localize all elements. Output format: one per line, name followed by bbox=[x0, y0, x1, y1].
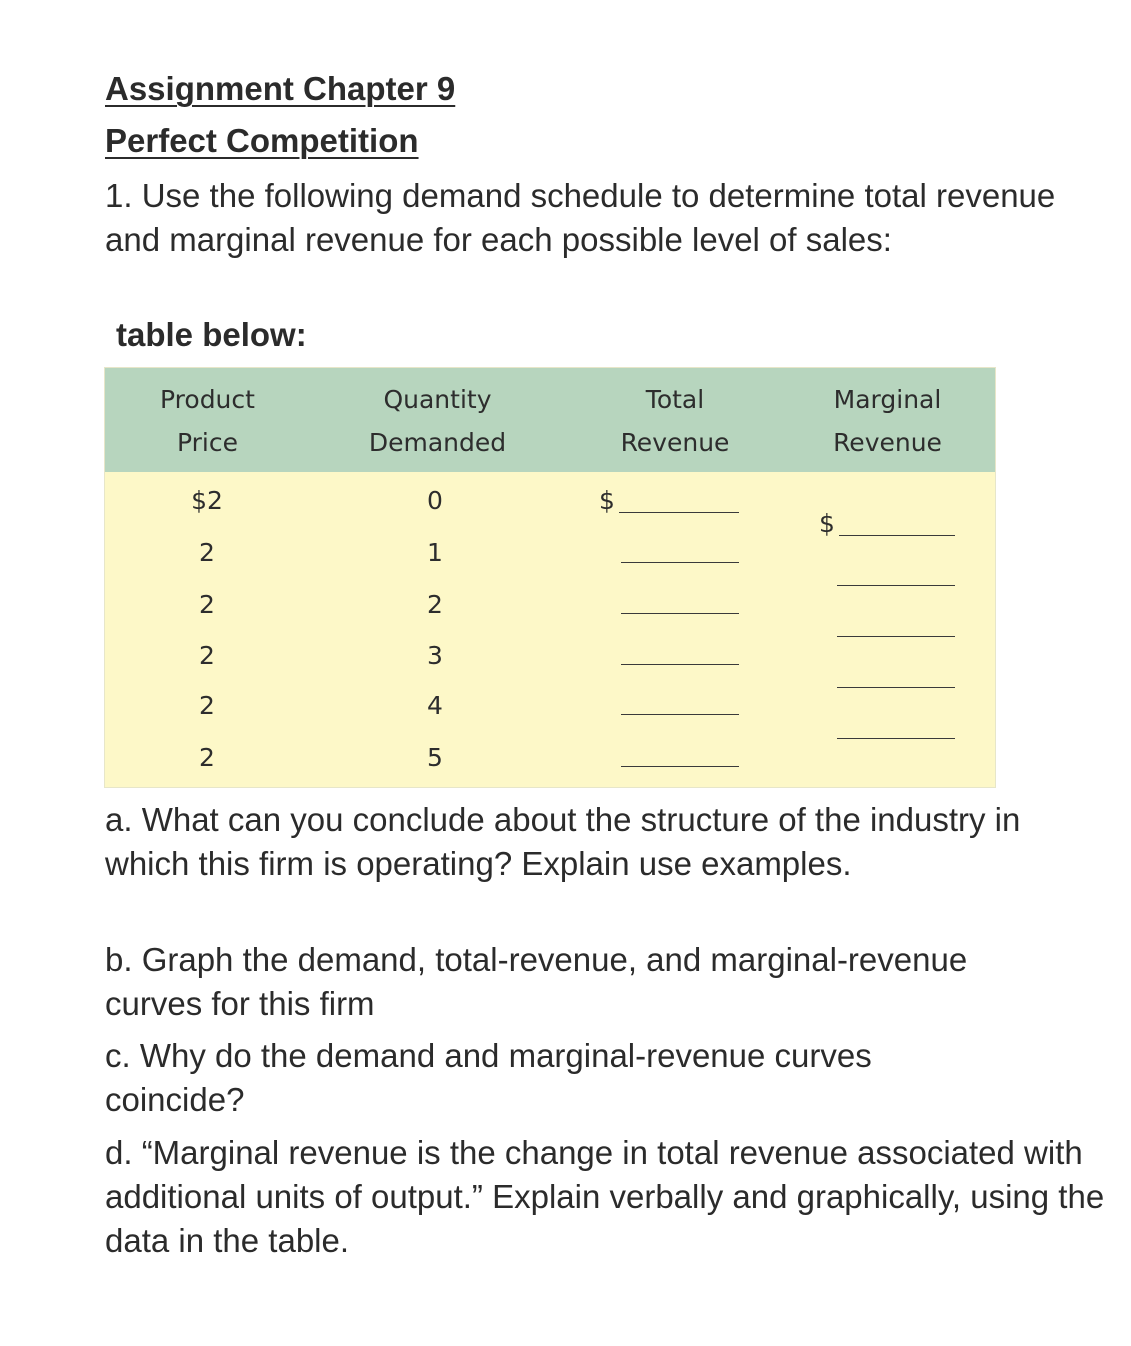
marginal-revenue-blank[interactable] bbox=[837, 636, 955, 637]
part-a-text: a. What can you conclude about the structure of the industry in which this firm is operating? Explain use examples. bbox=[105, 801, 1021, 882]
price-cell: $2 bbox=[191, 486, 223, 515]
price-cell: 2 bbox=[199, 691, 215, 720]
quantity-cell: 3 bbox=[427, 641, 443, 670]
header-product-price: Product Price bbox=[160, 385, 255, 457]
table-header-row bbox=[105, 368, 995, 472]
part-d-text: d. “Marginal revenue is the change in total revenue associated with additional units of output.” Explain verbally and graphically, using the data in the table. bbox=[105, 1134, 1105, 1259]
assignment-title: Assignment Chapter 9 bbox=[105, 70, 456, 107]
chapter-subtitle: Perfect Competition bbox=[105, 122, 419, 159]
header-marginal-revenue: Marginal Revenue bbox=[833, 385, 942, 457]
demand-schedule-table bbox=[104, 367, 996, 788]
total-revenue-dollar-sign: $ bbox=[599, 486, 615, 515]
table-intro-label: table below: bbox=[116, 316, 307, 353]
total-revenue-blank[interactable] bbox=[621, 562, 739, 563]
total-revenue-blank[interactable] bbox=[621, 613, 739, 614]
part-c-text: c. Why do the demand and marginal-revenue curves coincide? bbox=[105, 1037, 872, 1118]
quantity-cell: 1 bbox=[427, 538, 443, 567]
marginal-revenue-blank[interactable] bbox=[837, 687, 955, 688]
total-revenue-blank[interactable] bbox=[621, 766, 739, 767]
quantity-cell: 0 bbox=[427, 486, 443, 515]
marginal-revenue-dollar-sign: $ bbox=[819, 509, 835, 538]
header-total-revenue: Total Revenue bbox=[620, 385, 730, 457]
quantity-cell: 4 bbox=[427, 691, 443, 720]
total-revenue-blank[interactable] bbox=[621, 664, 739, 665]
quantity-cell: 2 bbox=[427, 590, 443, 619]
total-revenue-blank[interactable] bbox=[621, 714, 739, 715]
price-cell: 2 bbox=[199, 641, 215, 670]
quantity-cell: 5 bbox=[427, 743, 443, 772]
question-1-text: 1. Use the following demand schedule to determine total revenue and marginal revenue for each possible level of sales: bbox=[105, 177, 1056, 258]
total-revenue-blank[interactable] bbox=[619, 512, 739, 513]
marginal-revenue-blank[interactable] bbox=[839, 535, 955, 536]
price-cell: 2 bbox=[199, 538, 215, 567]
price-cell: 2 bbox=[199, 743, 215, 772]
marginal-revenue-blank[interactable] bbox=[837, 585, 955, 586]
part-b-text: b. Graph the demand, total-revenue, and marginal-revenue curves for this firm bbox=[105, 941, 968, 1022]
marginal-revenue-blank[interactable] bbox=[837, 738, 955, 739]
header-quantity-demanded: Quantity Demanded bbox=[368, 385, 507, 457]
price-cell: 2 bbox=[199, 590, 215, 619]
